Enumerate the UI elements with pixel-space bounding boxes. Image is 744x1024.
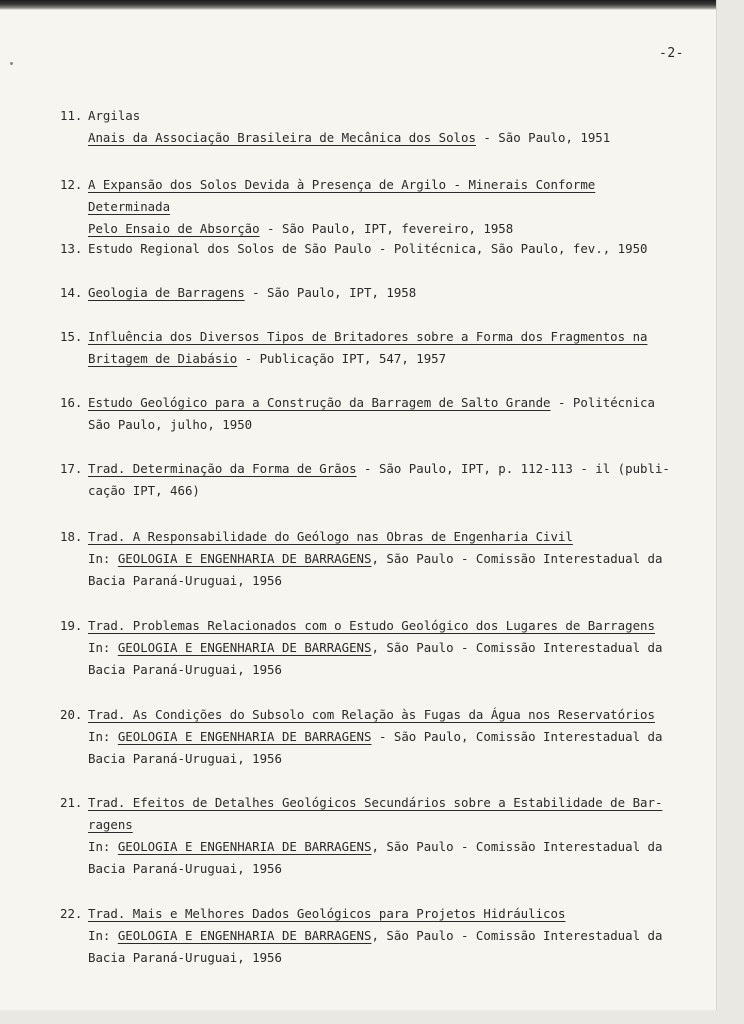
entry-details: , São Paulo - Comissão Interestadual da [371,839,663,854]
entry-body [88,458,680,502]
reference-entry-11 [60,105,680,149]
entry-number: 17. [60,461,83,476]
entry-body [88,105,680,149]
reference-entry-21 [60,792,680,880]
entry-number: 12. [60,177,83,192]
entry-details: - Publicação IPT, 547, 1957 [237,351,447,366]
entry-source-title: GEOLOGIA E ENGENHARIA DE BARRAGENS [117,640,372,655]
reference-entry-18 [60,526,680,592]
reference-entry-20 [60,704,680,770]
entry-number: 21. [60,795,83,810]
scan-top-edge [0,0,716,10]
entry-title-end: Britagem de Diabásio [88,351,238,366]
scan-speck [10,62,13,65]
reference-entry-17 [60,458,680,502]
entry-title: Trad. As Condições do Subsolo com Relação às Fugas da Água nos Reservatórios [88,707,655,722]
entry-details: , São Paulo - Comissão Interestadual da [371,928,663,943]
reference-entry-15 [60,326,680,370]
entry-title: Estudo Regional dos Solos de São Paulo - Politécnica, São Paulo, fev., 1950 [88,241,648,256]
entry-source-title: GEOLOGIA E ENGENHARIA DE BARRAGENS [117,839,372,854]
reference-entry-13 [60,238,680,260]
entry-body [88,792,680,880]
entry-details: , São Paulo - Comissão Interestadual da [371,551,663,566]
entry-number: 14. [60,285,83,300]
entry-number: 15. [60,329,83,344]
entry-details-continued: cação IPT, 466) [88,483,200,498]
entry-body [88,903,680,969]
entry-title-end: ragens [88,817,133,832]
entry-body [88,526,680,592]
entry-details: - Politécnica [550,395,655,410]
entry-number: 16. [60,395,83,410]
entry-details-continued: Bacia Paraná-Uruguai, 1956 [88,950,282,965]
entry-number: 18. [60,529,83,544]
entry-details: - São Paulo, 1951 [475,130,611,145]
entry-title: Trad. A Responsabilidade do Geólogo nas Obras de Engenharia Civil [88,529,573,544]
entry-body [88,392,680,436]
entry-in-label: In: [88,640,118,655]
entry-source-title: GEOLOGIA E ENGENHARIA DE BARRAGENS [117,729,372,744]
entry-in-label: In: [88,551,118,566]
entry-source [88,127,680,149]
entry-title: Trad. Determinação da Forma de Grãos [88,461,357,476]
entry-title: Estudo Geológico para a Construção da Barragem de Salto Grande [88,395,551,410]
entry-body [88,282,680,304]
entry-details-continued: Bacia Paraná-Uruguai, 1956 [88,573,282,588]
entry-in-label: In: [88,729,118,744]
entry-body [88,326,680,370]
entry-details-continued: Bacia Paraná-Uruguai, 1956 [88,861,282,876]
entry-number: 11. [60,108,83,123]
entry-in-label: In: [88,839,118,854]
entry-body [88,238,680,260]
entry-number: 19. [60,618,83,633]
entry-number: 13. [60,241,83,256]
entry-details-continued: Bacia Paraná-Uruguai, 1956 [88,662,282,677]
reference-entry-16 [60,392,680,436]
entry-title: Trad. Efeitos de Detalhes Geológicos Secundários sobre a Estabilidade de Bar- [88,795,663,810]
entry-body [88,704,680,770]
page-number: -2- [659,46,684,61]
entry-title: Influência dos Diversos Tipos de Britadores sobre a Forma dos Fragmentos na [88,329,648,344]
entry-details: , São Paulo - Comissão Interestadual da [371,640,663,655]
entry-title: Trad. Problemas Relacionados com o Estudo Geológico dos Lugares de Barragens [88,618,655,633]
reference-entry-22 [60,903,680,969]
entry-details: - São Paulo, IPT, 1958 [244,285,417,300]
entry-title-end: Pelo Ensaio de Absorção [88,221,260,236]
reference-entry-19 [60,615,680,681]
entry-details-continued: São Paulo, julho, 1950 [88,417,253,432]
entry-title: Geologia de Barragens [88,285,245,300]
entry-in-label: In: [88,928,118,943]
entry-number: 22. [60,906,83,921]
entry-title: Trad. Mais e Melhores Dados Geológicos para Projetos Hidráulicos [88,906,566,921]
entry-source-title: GEOLOGIA E ENGENHARIA DE BARRAGENS [117,928,372,943]
entry-body [88,174,680,240]
entry-body [88,615,680,681]
entry-details: - São Paulo, Comissão Interestadual da [371,729,663,744]
entry-source-title: GEOLOGIA E ENGENHARIA DE BARRAGENS [117,551,372,566]
entry-title: Argilas [88,108,141,123]
entry-number: 20. [60,707,83,722]
entry-details: - São Paulo, IPT, p. 112-113 - il (publi- [356,461,670,476]
entry-source-title: Anais da Associação Brasileira de Mecânica dos Solos [88,130,476,145]
entry-title-continued [88,218,680,240]
entry-title: A Expansão dos Solos Devida à Presença de Argilo - Minerais Conforme Determinada [88,177,596,214]
reference-entry-12 [60,174,680,240]
entry-details: - São Paulo, IPT, fevereiro, 1958 [259,221,514,236]
reference-entry-14 [60,282,680,304]
entry-details-continued: Bacia Paraná-Uruguai, 1956 [88,751,282,766]
